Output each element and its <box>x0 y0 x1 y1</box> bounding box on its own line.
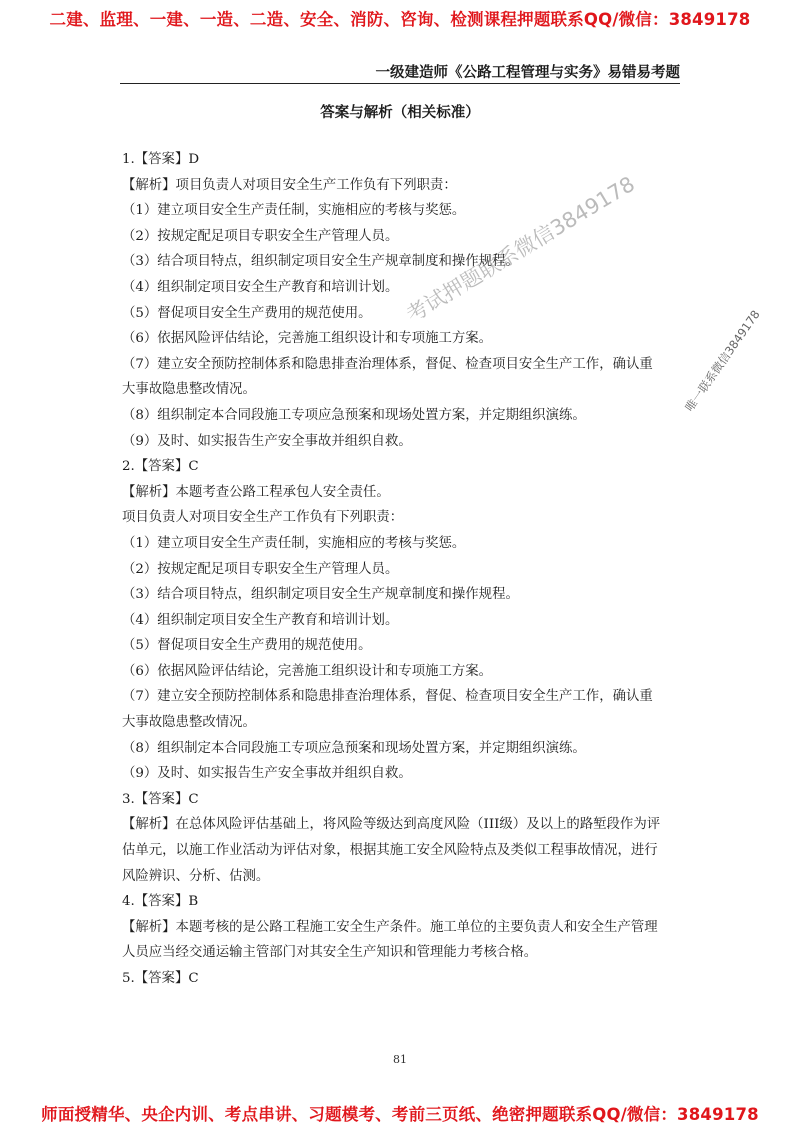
text-line: （5）督促项目安全生产费用的规范使用。 <box>122 638 372 654</box>
text-line: （7）建立安全预防控制体系和隐患排查治理体系，督促、检查项目安全生产工作，确认重 <box>122 356 653 372</box>
text-line: 1.【答案】D <box>122 152 200 167</box>
text-line: 估单元，以施工作业活动为评估对象，根据其施工安全风险特点及类似工程事故情况，进行 <box>122 843 658 859</box>
text-line: （9）及时、如实报告生产安全事故并组织自救。 <box>122 766 412 782</box>
text-line: （1）建立项目安全生产责任制，实施相应的考核与奖惩。 <box>122 535 466 551</box>
document-header: 一级建造师《公路工程管理与实务》易错易考题 <box>375 65 680 81</box>
answer-body <box>122 147 688 992</box>
text-line: 4.【答案】B <box>122 894 199 910</box>
text-line: （3）结合项目特点，组织制定项目安全生产规章制度和操作规程。 <box>122 587 519 603</box>
bottom-promo-banner: 师面授精华、央企内训、考点串讲、习题模考、考前三页纸、绝密押题联系QQ/微信：3849178 <box>41 1105 759 1124</box>
text-line: （2）按规定配足项目专职安全生产管理人员。 <box>122 561 399 577</box>
text-line: 2.【答案】C <box>122 459 199 475</box>
text-line: 大事故隐患整改情况。 <box>122 382 256 398</box>
text-line: （4）组织制定项目安全生产教育和培训计划。 <box>122 279 399 295</box>
text-line: （4）组织制定项目安全生产教育和培训计划。 <box>122 612 399 628</box>
text-line: 风险辨识、分析、估测。 <box>122 868 270 884</box>
watermark-margin: 唯一联系微信3849178 <box>682 307 763 415</box>
text-line: 大事故隐患整改情况。 <box>122 715 256 731</box>
text-line: 【解析】本题考核的是公路工程施工安全生产条件。施工单位的主要负责人和安全生产管理 <box>122 919 658 935</box>
text-line: （2）按规定配足项目专职安全生产管理人员。 <box>122 228 399 244</box>
text-line: 项目负责人对项目安全生产工作负有下列职责： <box>122 510 404 526</box>
text-line: 【解析】本题考查公路工程承包人安全责任。 <box>122 484 390 500</box>
text-line: （7）建立安全预防控制体系和隐患排查治理体系，督促、检查项目安全生产工作，确认重 <box>122 689 653 705</box>
page-number: 81 <box>393 1053 407 1066</box>
text-line: （1）建立项目安全生产责任制，实施相应的考核与奖惩。 <box>122 203 466 219</box>
text-line: 人员应当经交通运输主管部门对其安全生产知识和管理能力考核合格。 <box>122 945 538 961</box>
top-promo-banner: 二建、监理、一建、一造、二造、安全、消防、咨询、检测课程押题联系QQ/微信：3849178 <box>49 10 751 29</box>
header-divider <box>120 83 680 84</box>
text-line: （6）依据风险评估结论，完善施工组织设计和专项施工方案。 <box>122 663 493 679</box>
text-line: （8）组织制定本合同段施工专项应急预案和现场处置方案，并定期组织演练。 <box>122 407 586 423</box>
text-line: （5）督促项目安全生产费用的规范使用。 <box>122 305 372 321</box>
text-line: （9）及时、如实报告生产安全事故并组织自救。 <box>122 433 412 449</box>
text-line: 【解析】项目负责人对项目安全生产工作负有下列职责： <box>122 177 457 193</box>
text-line: 3.【答案】C <box>122 791 199 807</box>
section-title: 答案与解析（相关标准） <box>320 105 480 121</box>
text-line: 5.【答案】C <box>122 971 199 986</box>
text-line: （8）组织制定本合同段施工专项应急预案和现场处置方案，并定期组织演练。 <box>122 740 586 756</box>
text-line: （3）结合项目特点，组织制定项目安全生产规章制度和操作规程。 <box>122 254 519 270</box>
text-line: 【解析】在总体风险评估基础上，将风险等级达到高度风险（III级）及以上的路堑段作为评 <box>122 817 661 833</box>
text-line: （6）依据风险评估结论，完善施工组织设计和专项施工方案。 <box>122 331 493 347</box>
watermark-diagonal: 考试押题联系微信3849178 <box>402 171 639 328</box>
